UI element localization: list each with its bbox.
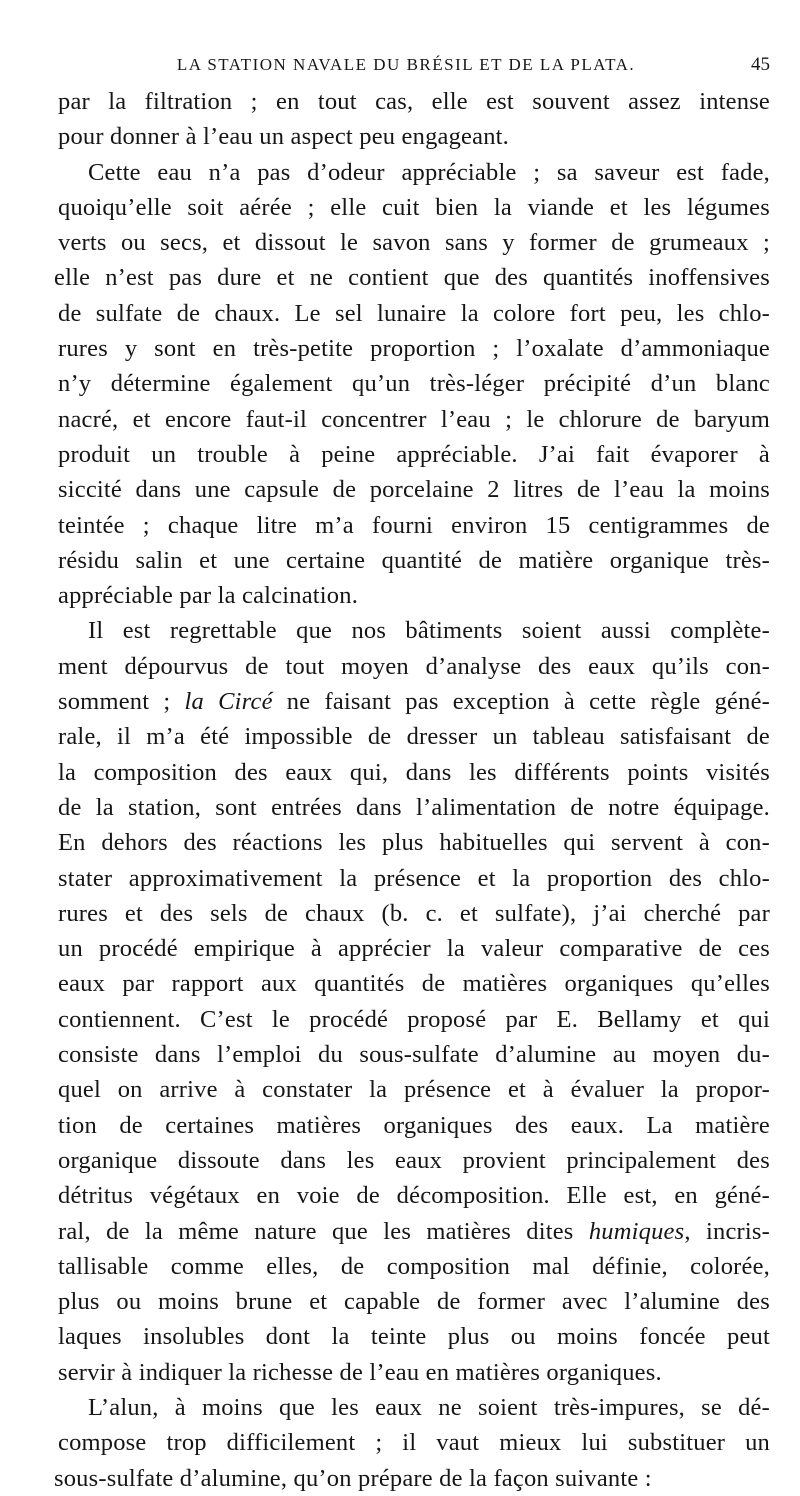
text-line: détritus végétaux en voie de décomposition. Elle est, en géné- [58,1182,770,1210]
text-line: compose trop difficilement ; il vaut mieux lui substituer un [58,1429,770,1457]
text-line: quel on arrive à constater la présence et à évaluer la propor- [58,1076,770,1104]
text-line: laques insolubles dont la teinte plus ou moins foncée peut [58,1323,770,1351]
text-line: quoiqu’elle soit aérée ; elle cuit bien la viande et les légumes [58,193,770,221]
text-line: stater approximativement la présence et la proportion des chlo- [58,864,770,892]
running-title: LA STATION NAVALE DU BRÉSIL ET DE LA PLATA. [176,55,636,74]
page-number: 45 [751,54,770,75]
text-line: rures et des sels de chaux (b. c. et sulfate), j’ai cherché par [58,899,770,927]
text-line: de la station, sont entrées dans l’alimentation de notre équipage. [58,793,770,821]
text-line: Cette eau n’a pas d’odeur appréciable ; sa saveur est fade, [88,158,770,186]
text-line: par la filtration ; en tout cas, elle est souvent assez intense [58,88,770,115]
text-line: pour donner à l’eau un aspect peu engageant. [58,123,509,151]
text-line: servir à indiquer la richesse de l’eau en matières organiques. [58,1358,662,1386]
text-line: rale, il m’a été impossible de dresser un tableau satisfaisant de [58,723,770,751]
text-segment: somment ; [58,688,185,716]
text-line: elle n’est pas dure et ne contient que des quantités inoffensives [54,264,770,292]
text-line: consiste dans l’emploi du sous-sulfate d’alumine au moyen du- [58,1041,770,1069]
text-segment: ne faisant pas exception à cette règle géné- [272,688,770,716]
text-line: appréciable par la calcination. [58,582,359,610]
text-line: siccité dans une capsule de porcelaine 2 litres de l’eau la moins [58,476,770,504]
text-line: Il est regrettable que nos bâtiments soient aussi complète- [88,617,770,645]
italic-text: la Circé [184,688,273,716]
text-line: n’y détermine également qu’un très-léger précipité d’un blanc [58,370,770,398]
text-line: contiennent. C’est le procédé proposé par E. Bellamy et qui [58,1005,770,1033]
text-line: tallisable comme elles, de composition mal définie, colorée, [58,1252,770,1280]
text-segment: ral, de la même nature que les matières dites [58,1217,589,1245]
text-line: un procédé empirique à apprécier la valeur comparative de ces [58,935,770,963]
text-line: produit un trouble à peine appréciable. J’ai fait évaporer à [58,440,770,468]
text-line: ment dépourvus de tout moyen d’analyse des eaux qu’ils con- [58,652,770,680]
text-line: de sulfate de chaux. Le sel lunaire la colore fort peu, les chlo- [58,299,770,327]
text-line: nacré, et encore faut-il concentrer l’eau ; le chlorure de baryum [58,405,770,433]
text-segment: , incris- [684,1217,770,1245]
text-line: résidu salin et une certaine quantité de matière organique très- [58,546,770,574]
text-line: rures y sont en très-petite proportion ; l’oxalate d’ammoniaque [58,335,770,363]
italic-text: humiques [588,1217,685,1245]
text-line: teintée ; chaque litre m’a fourni environ 15 centigrammes de [58,511,770,539]
text-line: En dehors des réactions les plus habituelles qui servent à con- [58,829,770,857]
body-text [54,84,770,1496]
text-line: organique dissoute dans les eaux provient principalement des [58,1146,770,1174]
text-line: tion de certaines matières organiques des eaux. La matière [58,1111,770,1139]
text-line: la composition des eaux qui, dans les différents points visités [58,758,770,786]
text-line: sous-sulfate d’alumine, qu’on prépare de la façon suivante : [54,1464,652,1492]
text-line [58,1214,770,1249]
text-line: eaux par rapport aux quantités de matières organiques qu’elles [58,970,770,998]
text-line [58,684,770,719]
running-head [42,50,770,80]
text-line: verts ou secs, et dissout le savon sans y former de grumeaux ; [58,229,770,257]
text-line: L’alun, à moins que les eaux ne soient très-impures, se dé- [88,1393,770,1421]
text-line: plus ou moins brune et capable de former avec l’alumine des [58,1288,770,1316]
